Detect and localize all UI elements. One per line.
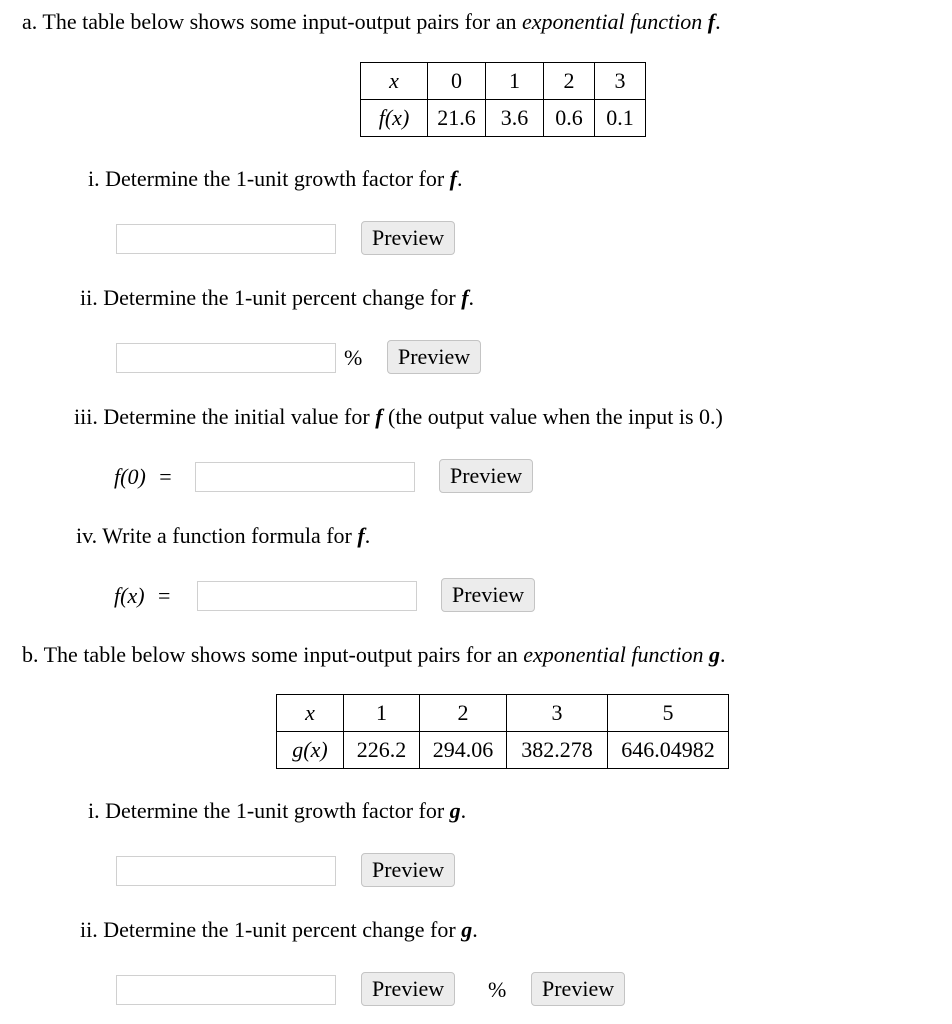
table-header-x: x — [277, 695, 344, 732]
preview-button-a-iv[interactable]: Preview — [441, 578, 535, 612]
table-header-x: x — [361, 63, 428, 100]
question-a-i: i. Determine the 1-unit growth factor for f. — [88, 166, 463, 191]
preview-button-b-ii-left[interactable]: Preview — [361, 972, 455, 1006]
table-cell: 3.6 — [486, 100, 544, 137]
table-cell: 646.04982 — [608, 732, 729, 769]
table-cell: 3 — [595, 63, 646, 100]
table-cell: 0.1 — [595, 100, 646, 137]
question-a-iii: iii. Determine the initial value for f (the output value when the input is 0.) — [74, 404, 723, 429]
preview-button-a-i[interactable]: Preview — [361, 221, 455, 255]
question-a-ii: ii. Determine the 1-unit percent change for f. — [80, 285, 475, 310]
table-cell: 0 — [428, 63, 486, 100]
table-f — [360, 62, 646, 137]
answer-input-b-ii[interactable] — [116, 975, 336, 1005]
table-cell: 0.6 — [544, 100, 595, 137]
preview-button-a-ii[interactable]: Preview — [387, 340, 481, 374]
table-cell: 5 — [608, 695, 729, 732]
percent-sign: % — [488, 977, 507, 1002]
table-cell: 1 — [486, 63, 544, 100]
percent-sign: % — [344, 345, 363, 370]
table-cell: 2 — [544, 63, 595, 100]
fx-equation-label: f(x) = — [114, 583, 171, 608]
part-a-intro: a. The table below shows some input-output pairs for an exponential function f. — [22, 9, 721, 34]
answer-input-b-i[interactable] — [116, 856, 336, 886]
table-row-label-fx: f(x) — [361, 100, 428, 137]
preview-button-b-i[interactable]: Preview — [361, 853, 455, 887]
table-row-label-gx: g(x) — [277, 732, 344, 769]
table-cell: 226.2 — [344, 732, 420, 769]
table-g — [276, 694, 729, 769]
answer-input-a-iv[interactable] — [197, 581, 417, 611]
table-cell: 1 — [344, 695, 420, 732]
table-row — [277, 732, 729, 769]
table-cell: 2 — [420, 695, 507, 732]
table-row — [361, 100, 646, 137]
table-row — [361, 63, 646, 100]
f0-equation-label: f(0) = — [114, 464, 172, 489]
answer-input-a-iii[interactable] — [195, 462, 415, 492]
table-cell: 3 — [507, 695, 608, 732]
preview-button-b-ii-right[interactable]: Preview — [531, 972, 625, 1006]
preview-button-a-iii[interactable]: Preview — [439, 459, 533, 493]
answer-input-a-i[interactable] — [116, 224, 336, 254]
table-cell: 382.278 — [507, 732, 608, 769]
table-cell: 21.6 — [428, 100, 486, 137]
table-cell: 294.06 — [420, 732, 507, 769]
question-b-i: i. Determine the 1-unit growth factor for g. — [88, 798, 467, 823]
question-a-iv: iv. Write a function formula for f. — [76, 523, 371, 548]
question-b-ii: ii. Determine the 1-unit percent change for g. — [80, 917, 478, 942]
part-b-intro: b. The table below shows some input-output pairs for an exponential function g. — [22, 642, 726, 667]
table-row — [277, 695, 729, 732]
answer-input-a-ii[interactable] — [116, 343, 336, 373]
